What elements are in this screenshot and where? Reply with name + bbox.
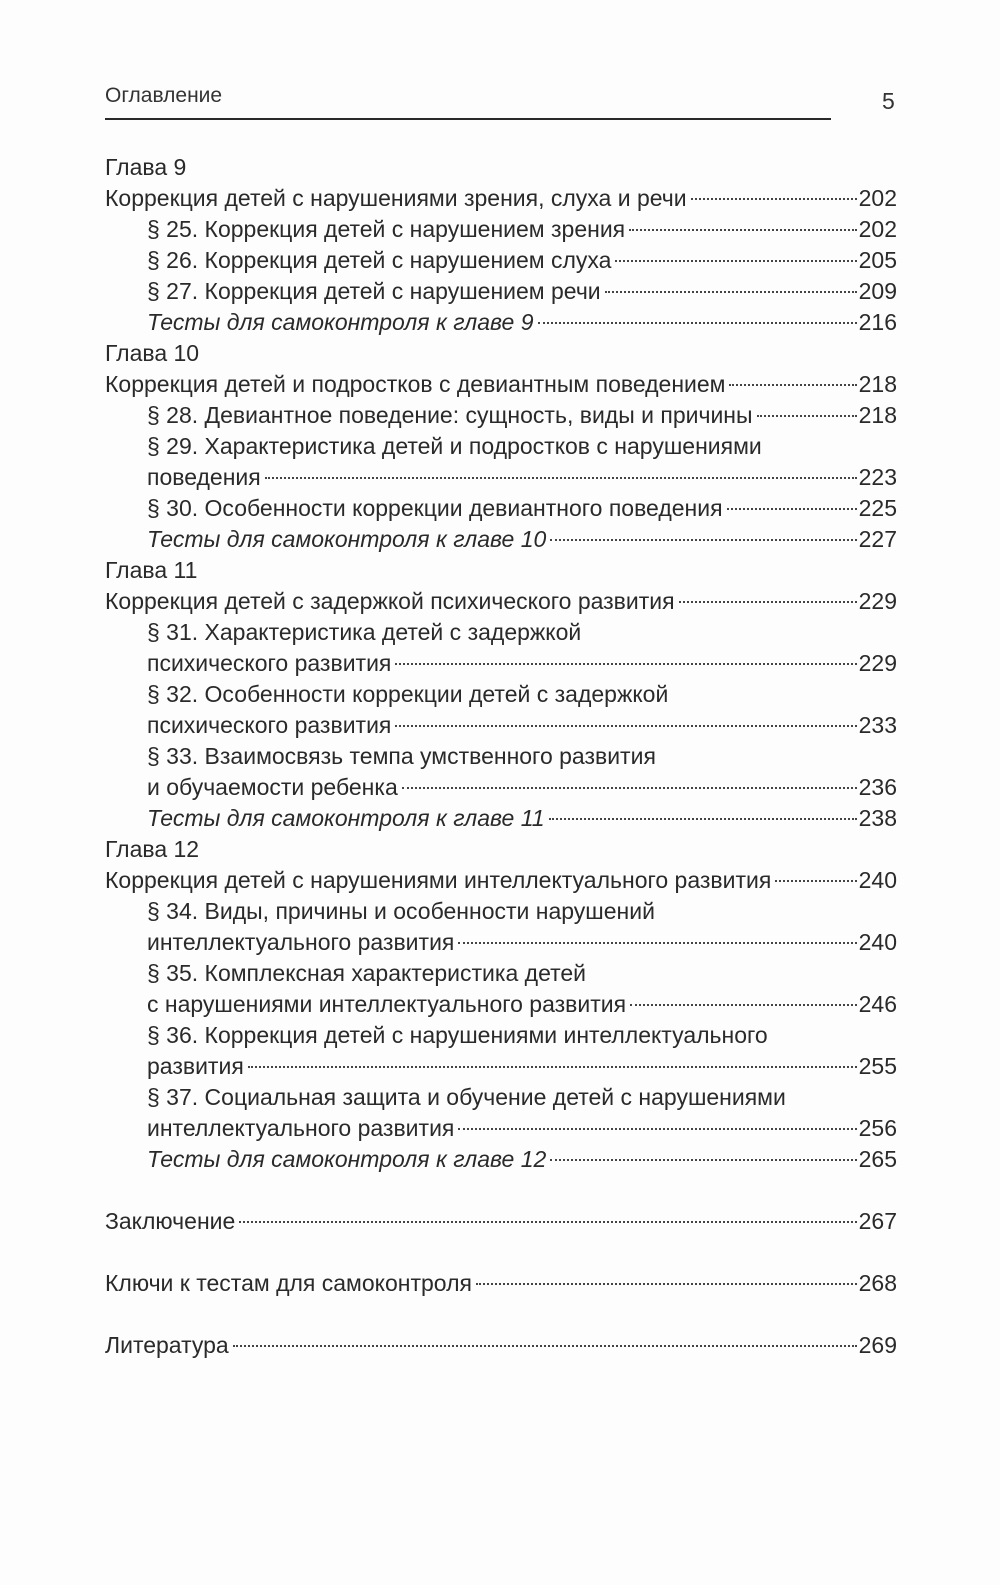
entry-page: 233 [858, 712, 897, 738]
leader-dots [729, 383, 856, 386]
toc-entry-section-28[interactable] [105, 400, 897, 431]
leader-dots [605, 290, 857, 293]
entry-title: Тесты для самоконтроля к главе 9 [147, 309, 534, 335]
leader-dots [233, 1344, 857, 1347]
entry-title-line-1[interactable]: § 33. Взаимосвязь темпа умственного развития [147, 743, 656, 769]
header-rule [105, 118, 831, 120]
entry-title: Литература [105, 1332, 229, 1358]
toc-entry-chapter-12[interactable] [105, 865, 897, 896]
entry-page: 236 [858, 774, 897, 800]
table-of-contents [105, 152, 897, 1361]
toc-entry-section-30[interactable] [105, 493, 897, 524]
entry-page: 209 [858, 278, 897, 304]
entry-title-line-2: интеллектуального развития [147, 1115, 455, 1141]
leader-dots [550, 1158, 856, 1161]
entry-title: Заключение [105, 1208, 236, 1234]
entry-page: 227 [858, 526, 897, 552]
leader-dots [239, 1220, 856, 1223]
entry-title: § 27. Коррекция детей с нарушением речи [147, 278, 601, 304]
toc-entry-tests-ch11[interactable] [105, 803, 897, 834]
leader-dots [757, 414, 857, 417]
entry-title-line-1[interactable]: § 32. Особенности коррекции детей с задержкой [147, 681, 669, 707]
toc-entry-chapter-10[interactable] [105, 369, 897, 400]
leader-dots [549, 817, 857, 820]
spacer [105, 1299, 897, 1330]
chapter-label: Глава 12 [105, 836, 200, 862]
page-number: 5 [882, 88, 895, 114]
leader-dots [476, 1282, 857, 1285]
toc-entry-section-32[interactable] [105, 710, 897, 741]
toc-entry-section-29[interactable] [105, 462, 897, 493]
entry-page: 265 [858, 1146, 897, 1172]
entry-title: Ключи к тестам для самоконтроля [105, 1270, 472, 1296]
entry-page: 223 [858, 464, 897, 490]
spacer [105, 1175, 897, 1206]
leader-dots [265, 476, 857, 479]
leader-dots [538, 321, 857, 324]
leader-dots [691, 197, 857, 200]
entry-title: Тесты для самоконтроля к главе 12 [147, 1146, 547, 1172]
leader-dots [727, 507, 857, 510]
entry-title-line-1[interactable]: § 34. Виды, причины и особенности нарушений [147, 898, 655, 924]
entry-title-line-1[interactable]: § 35. Комплексная характеристика детей [147, 960, 587, 986]
leader-dots [679, 600, 857, 603]
toc-entry-section-27[interactable] [105, 276, 897, 307]
toc-entry-section-33[interactable] [105, 772, 897, 803]
toc-entry-tests-ch10[interactable] [105, 524, 897, 555]
entry-title: § 25. Коррекция детей с нарушением зрения [147, 216, 626, 242]
toc-entry-section-34[interactable] [105, 927, 897, 958]
entry-page: 229 [858, 650, 897, 676]
entry-page: 256 [858, 1115, 897, 1141]
entry-page: 225 [858, 495, 897, 521]
entry-title-line-1[interactable]: § 36. Коррекция детей с нарушениями интеллектуального [147, 1022, 768, 1048]
entry-title: Коррекция детей с нарушениями зрения, слуха и речи [105, 185, 687, 211]
leader-dots [395, 662, 856, 665]
entry-page: 202 [858, 216, 897, 242]
entry-title: Коррекция детей с задержкой психического развития [105, 588, 675, 614]
entry-page: 255 [858, 1053, 897, 1079]
toc-entry-chapter-9[interactable] [105, 183, 897, 214]
leader-dots [630, 1003, 857, 1006]
chapter-label: Глава 10 [105, 340, 200, 366]
running-title: Оглавление [105, 84, 223, 107]
entry-title-line-2: поведения [147, 464, 261, 490]
entry-page: 240 [858, 929, 897, 955]
leader-dots [458, 941, 856, 944]
toc-entry-section-37[interactable] [105, 1113, 897, 1144]
entry-page: 240 [858, 867, 897, 893]
leader-dots [395, 724, 856, 727]
toc-entry-section-31[interactable] [105, 648, 897, 679]
entry-title-line-2: и обучаемости ребенка [147, 774, 398, 800]
entry-title-line-2: интеллектуального развития [147, 929, 455, 955]
entry-page: 268 [858, 1270, 897, 1296]
toc-entry-keys[interactable] [105, 1268, 897, 1299]
entry-page: 229 [858, 588, 897, 614]
leader-dots [402, 786, 857, 789]
entry-page: 218 [858, 402, 897, 428]
entry-page: 267 [858, 1208, 897, 1234]
entry-page: 218 [858, 371, 897, 397]
leader-dots [629, 228, 856, 231]
entry-title: Тесты для самоконтроля к главе 10 [147, 526, 547, 552]
entry-page: 216 [858, 309, 897, 335]
entry-title: § 28. Девиантное поведение: сущность, виды и причины [147, 402, 753, 428]
entry-title: Тесты для самоконтроля к главе 11 [147, 805, 545, 831]
leader-dots [775, 879, 856, 882]
leader-dots [248, 1065, 857, 1068]
toc-entry-section-36[interactable] [105, 1051, 897, 1082]
entry-title-line-1[interactable]: § 31. Характеристика детей с задержкой [147, 619, 582, 645]
entry-title-line-2: с нарушениями интеллектуального развития [147, 991, 627, 1017]
toc-entry-section-25[interactable] [105, 214, 897, 245]
chapter-label: Глава 9 [105, 154, 187, 180]
entry-title-line-1[interactable]: § 29. Характеристика детей и подростков с нарушениями [147, 433, 762, 459]
entry-title-line-2: психического развития [147, 712, 392, 738]
toc-entry-conclusion[interactable] [105, 1206, 897, 1237]
toc-entry-section-35[interactable] [105, 989, 897, 1020]
entry-title-line-2: развития [147, 1053, 244, 1079]
leader-dots [550, 538, 856, 541]
entry-page: 238 [858, 805, 897, 831]
leader-dots [458, 1127, 856, 1130]
toc-entry-tests-ch9[interactable] [105, 307, 897, 338]
entry-title: Коррекция детей с нарушениями интеллектуального развития [105, 867, 772, 893]
toc-entry-chapter-11[interactable] [105, 586, 897, 617]
entry-page: 205 [858, 247, 897, 273]
entry-page: 246 [858, 991, 897, 1017]
entry-page: 269 [858, 1332, 897, 1358]
chapter-label: Глава 11 [105, 557, 198, 583]
entry-page: 202 [858, 185, 897, 211]
toc-entry-section-26[interactable] [105, 245, 897, 276]
toc-entry-tests-ch12[interactable] [105, 1144, 897, 1175]
entry-title: § 30. Особенности коррекции девиантного поведения [147, 495, 723, 521]
entry-title: Коррекция детей и подростков с девиантным поведением [105, 371, 726, 397]
leader-dots [615, 259, 856, 262]
entry-title: § 26. Коррекция детей с нарушением слуха [147, 247, 612, 273]
entry-title-line-2: психического развития [147, 650, 392, 676]
spacer [105, 1237, 897, 1268]
toc-entry-literature[interactable] [105, 1330, 897, 1361]
entry-title-line-1[interactable]: § 37. Социальная защита и обучение детей с нарушениями [147, 1084, 786, 1110]
